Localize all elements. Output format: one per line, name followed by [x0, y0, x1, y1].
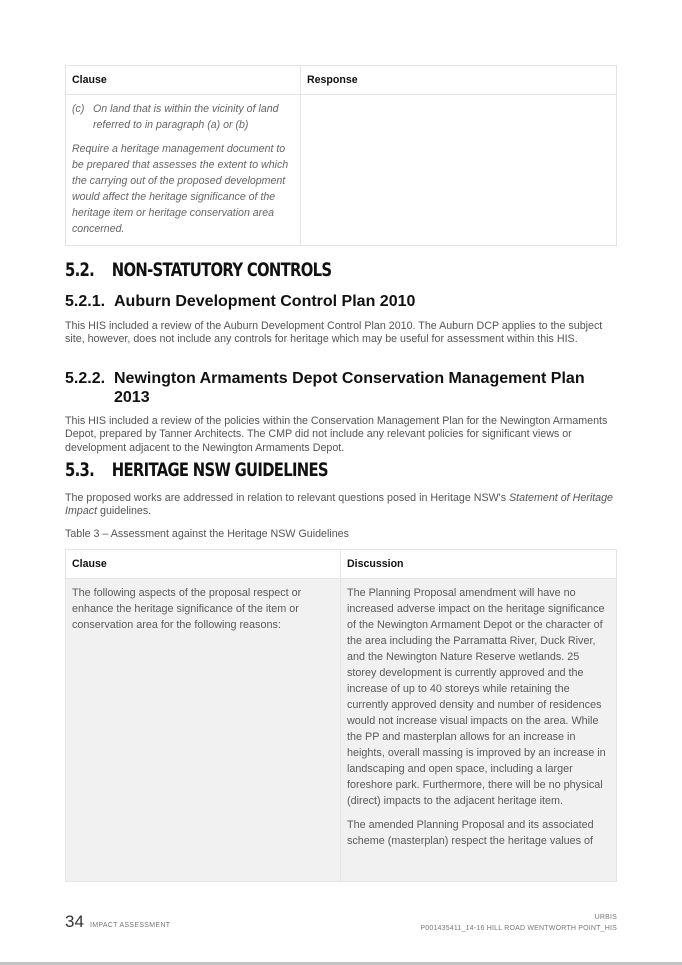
table-header-row	[66, 550, 617, 579]
footer-company: URBIS	[594, 914, 617, 921]
header-clause: Clause	[66, 66, 301, 95]
header-response: Response	[301, 66, 617, 95]
discussion-cell	[341, 579, 617, 882]
footer-reference: P001435411_14-16 HILL ROAD WENTWORTH POINT_HIS	[420, 925, 617, 932]
subsection-title: Newington Armaments Depot Conservation Management Plan 2013	[114, 370, 585, 406]
clause-cell	[66, 95, 301, 246]
subsection-heading-5-2-2	[65, 369, 605, 407]
header-clause: Clause	[66, 550, 341, 579]
sub-clause	[72, 101, 294, 133]
clause-body: Require a heritage management document to be prepared that assesses the extent to which the carrying out of the proposed development would affect the heritage significance of the heritage item or heritage conservation area concerned.	[72, 143, 289, 235]
paragraph-newington-cmp: This HIS included a review of the policies within the Conservation Management Plan for the Newington Armaments Depot, prepared by Tanner Architects. The CMP did not include any relevant policies for significant views or development adjacent to the Newington Armaments Depot.	[65, 415, 608, 454]
footer-page-number: 34	[65, 912, 84, 931]
paragraph-heritage-nsw	[65, 492, 615, 519]
text-run: The proposed works are addressed in relation to relevant questions posed in Heritage NSW's	[65, 492, 510, 504]
subsection-number: 5.2.1.	[65, 293, 106, 310]
text-run: guidelines.	[97, 505, 152, 518]
table-row	[66, 579, 617, 882]
clause-cell	[66, 579, 341, 882]
header-discussion: Discussion	[341, 550, 617, 579]
section-heading-5-3	[65, 459, 328, 481]
discussion-paragraph-1: The Planning Proposal amendment will have no increased adverse impact on the heritage significance of the Newington Armament Depot or the character of the area including the Parramatta River, Duck River, and the Newington Nature Reserve wetlands. 25 storey development is currently approved and the increase of up to 40 storeys while retaining the currently approved density and number of residences would not increase visual impacts on the area. While the PP and masterplan allows for an increase in heights, overall massing is improved by an increase in landscaping and open space, including a larger foreshore park. Furthermore, there will be no physical (direct) impacts to the adjacent heritage item.	[347, 587, 606, 807]
subsection-title: Auburn Development Control Plan 2010	[114, 293, 416, 310]
discussion-paragraph-2: The amended Planning Proposal and its associated scheme (masterplan) respect the heritage values of	[347, 819, 594, 847]
paragraph-auburn-dcp: This HIS included a review of the Auburn Development Control Plan 2010. The Auburn DCP applies to the subject site, however, does not include any controls for heritage which may be useful for assessment within this HIS.	[65, 320, 603, 346]
section-heading-5-2	[65, 259, 331, 281]
sub-clause-text: On land that is within the vicinity of land referred to in paragraph (a) or (b)	[93, 103, 279, 131]
clause-text: The following aspects of the proposal respect or enhance the heritage significance of the item or conservation area for the following reasons:	[72, 587, 302, 631]
subsection-heading-5-2-1	[65, 292, 605, 311]
section-number: 5.2.	[65, 259, 95, 281]
footer-reference-block	[420, 912, 617, 934]
section-number: 5.3.	[65, 459, 95, 481]
footer-section-name: IMPACT ASSESSMENT	[90, 922, 171, 929]
heritage-guidelines-table	[65, 549, 617, 882]
subsection-number: 5.2.2.	[65, 370, 106, 387]
clause-response-table	[65, 65, 617, 246]
table-row	[66, 95, 617, 246]
section-title: NON-STATUTORY CONTROLS	[111, 259, 332, 281]
section-title: HERITAGE NSW GUIDELINES	[111, 459, 328, 481]
sub-clause-label: (c)	[72, 103, 85, 115]
italic-title: Statement of Heritage Impact	[65, 492, 613, 518]
table-header-row	[66, 66, 617, 95]
table-caption: Table 3 – Assessment against the Heritage NSW Guidelines	[65, 528, 349, 540]
response-cell	[301, 95, 617, 246]
